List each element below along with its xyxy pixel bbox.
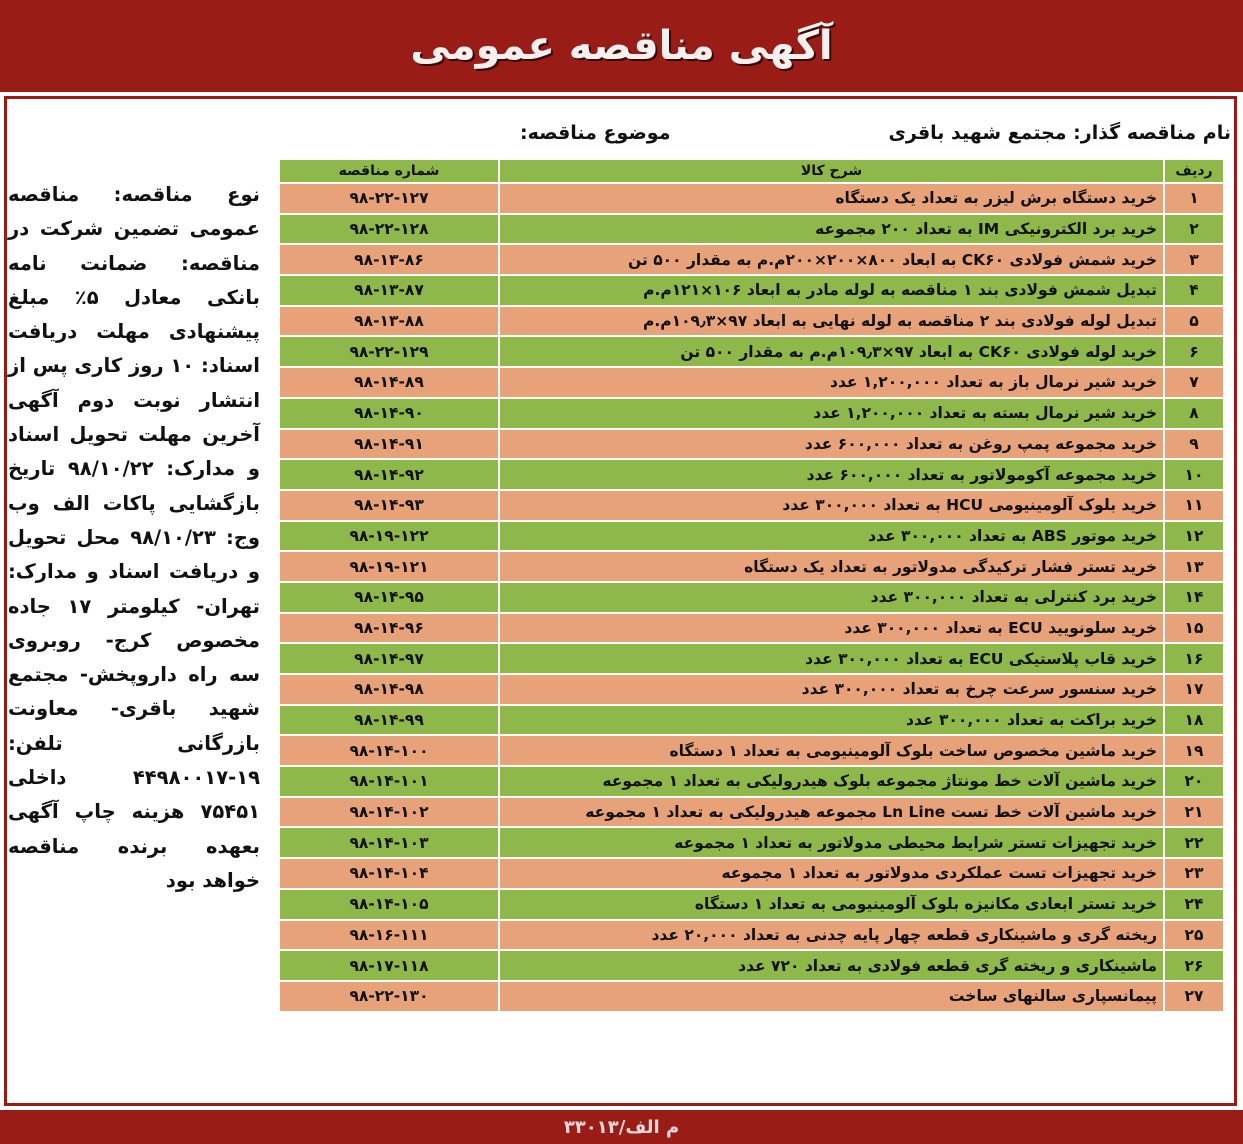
row-description: خرید موتور ABS به تعداد ۳۰۰,۰۰۰ عدد (499, 521, 1164, 552)
table-row (279, 275, 1224, 306)
table-row (279, 827, 1224, 858)
tender-subject-label: موضوع مناقصه: (520, 122, 671, 144)
row-description: پیمانسپاری سالنهای ساخت (499, 981, 1164, 1012)
row-description: خرید مجموعه آکومولاتور به تعداد ۶۰۰,۰۰۰ عدد (499, 459, 1164, 490)
table-header-row (279, 159, 1224, 183)
header-tender-number: شماره مناقصه (279, 159, 499, 183)
row-number: ۱۳ (1164, 551, 1224, 582)
tender-details (8, 178, 260, 898)
table-row (279, 950, 1224, 981)
row-tender-number: ۹۸-۱۹-۱۲۱ (279, 551, 499, 582)
row-number: ۲۷ (1164, 981, 1224, 1012)
table-row (279, 920, 1224, 951)
cost-note: هزینه چاپ آگهی بعهده برنده مناقصه خواهد بود (8, 800, 260, 892)
row-description: تبدیل لوله فولادی بند ۲ مناقصه به لوله نهایی به ابعاد ۹۷×۱۰۹٫۳م.م (499, 306, 1164, 337)
table-row (279, 336, 1224, 367)
row-number: ۷ (1164, 367, 1224, 398)
row-tender-number: ۹۸-۱۹-۱۲۲ (279, 521, 499, 552)
row-tender-number: ۹۸-۱۳-۸۸ (279, 306, 499, 337)
tender-organizer: نام مناقصه گذار: مجتمع شهید باقری (888, 122, 1231, 144)
table-row (279, 889, 1224, 920)
notice-title: آگهی مناقصه عمومی (410, 23, 833, 69)
row-tender-number: ۹۸-۱۴-۱۰۴ (279, 858, 499, 889)
items-table (278, 158, 1225, 1013)
row-number: ۱۷ (1164, 674, 1224, 705)
row-tender-number: ۹۸-۲۲-۱۲۷ (279, 183, 499, 214)
header-radif: ردیف (1164, 159, 1224, 183)
row-number: ۱۱ (1164, 490, 1224, 521)
row-tender-number: ۹۸-۱۴-۹۱ (279, 429, 499, 460)
row-tender-number: ۹۸-۱۴-۹۲ (279, 459, 499, 490)
table-row (279, 797, 1224, 828)
phone-number: تلفن: ۱۹-۴۴۹۸۰۰۱۷ (8, 731, 260, 790)
row-description: خرید شیر نرمال باز به تعداد ۱,۲۰۰,۰۰۰ عدد (499, 367, 1164, 398)
table-row (279, 551, 1224, 582)
table-body (279, 183, 1224, 1012)
publication-code: م الف/۳۳۰۱۳ (563, 1116, 680, 1138)
row-number: ۲۳ (1164, 858, 1224, 889)
table-row (279, 582, 1224, 613)
row-number: ۲۱ (1164, 797, 1224, 828)
table-row (279, 735, 1224, 766)
row-number: ۱۰ (1164, 459, 1224, 490)
row-tender-number: ۹۸-۱۴-۱۰۲ (279, 797, 499, 828)
table-row (279, 490, 1224, 521)
row-number: ۴ (1164, 275, 1224, 306)
row-description: خرید برد الکترونیکی IM به تعداد ۲۰۰ مجموعه (499, 214, 1164, 245)
table-row (279, 613, 1224, 644)
table-row (279, 244, 1224, 275)
row-tender-number: ۹۸-۱۴-۹۵ (279, 582, 499, 613)
row-description: خرید برد کنترلی به تعداد ۳۰۰,۰۰۰ عدد (499, 582, 1164, 613)
row-number: ۲۵ (1164, 920, 1224, 951)
row-description: خرید مجموعه پمپ روغن به تعداد ۶۰۰,۰۰۰ عدد (499, 429, 1164, 460)
row-tender-number: ۹۸-۲۲-۱۲۹ (279, 336, 499, 367)
row-number: ۱۶ (1164, 643, 1224, 674)
row-number: ۱۲ (1164, 521, 1224, 552)
row-tender-number: ۹۸-۱۴-۱۰۵ (279, 889, 499, 920)
row-number: ۲۰ (1164, 766, 1224, 797)
row-tender-number: ۹۸-۱۴-۹۳ (279, 490, 499, 521)
row-number: ۲۴ (1164, 889, 1224, 920)
row-description: خرید شیر نرمال بسته به تعداد ۱,۲۰۰,۰۰۰ عدد (499, 398, 1164, 429)
row-tender-number: ۹۸-۱۴-۹۶ (279, 613, 499, 644)
table-row (279, 367, 1224, 398)
row-number: ۱۵ (1164, 613, 1224, 644)
table-row (279, 214, 1224, 245)
table-row (279, 429, 1224, 460)
row-tender-number: ۹۸-۱۷-۱۱۸ (279, 950, 499, 981)
row-tender-number: ۹۸-۱۶-۱۱۱ (279, 920, 499, 951)
table-row (279, 459, 1224, 490)
row-number: ۵ (1164, 306, 1224, 337)
row-number: ۳ (1164, 244, 1224, 275)
row-description: خرید ماشین آلات خط مونتاژ مجموعه بلوک هیدرولیکی به تعداد ۱ مجموعه (499, 766, 1164, 797)
table-row (279, 766, 1224, 797)
row-tender-number: ۹۸-۱۴-۸۹ (279, 367, 499, 398)
table-row (279, 858, 1224, 889)
row-tender-number: ۹۸-۲۲-۱۳۰ (279, 981, 499, 1012)
row-description: تبدیل شمش فولادی بند ۱ مناقصه به لوله مادر به ابعاد ۱۰۶×۱۲۱م.م (499, 275, 1164, 306)
row-tender-number: ۹۸-۱۳-۸۶ (279, 244, 499, 275)
title-banner (0, 0, 1243, 92)
table-row (279, 521, 1224, 552)
row-tender-number: ۹۸-۱۴-۹۸ (279, 674, 499, 705)
row-description: خرید بلوک آلومینیومی HCU به تعداد ۳۰۰,۰۰۰ عدد (499, 490, 1164, 521)
row-description: خرید براکت به تعداد ۳۰۰,۰۰۰ عدد (499, 705, 1164, 736)
table-row (279, 398, 1224, 429)
row-description: خرید تستر ابعادی مکانیزه بلوک آلومینیومی به تعداد ۱ دستگاه (499, 889, 1164, 920)
row-tender-number: ۹۸-۱۴-۹۷ (279, 643, 499, 674)
document-deadline: مهلت دریافت اسناد: ۱۰ روز کاری پس از انتشار نوبت دوم آگهی (8, 320, 260, 412)
row-tender-number: ۹۸-۲۲-۱۲۸ (279, 214, 499, 245)
row-number: ۱ (1164, 183, 1224, 214)
row-tender-number: ۹۸-۱۴-۱۰۳ (279, 827, 499, 858)
footer-bar (0, 1110, 1243, 1144)
table-row (279, 981, 1224, 1012)
table-row (279, 674, 1224, 705)
row-number: ۸ (1164, 398, 1224, 429)
row-description: خرید سلونویید ECU به تعداد ۳۰۰,۰۰۰ عدد (499, 613, 1164, 644)
row-description: خرید تجهیزات تستر شرایط محیطی مدولاتور به تعداد ۱ مجموعه (499, 827, 1164, 858)
row-description: خرید قاب پلاستیکی ECU به تعداد ۳۰۰,۰۰۰ عدد (499, 643, 1164, 674)
row-number: ۱۴ (1164, 582, 1224, 613)
opening-date: تاریخ بازگشایی پاکات الف وب وج: ۹۸/۱۰/۲۳ (8, 457, 260, 549)
row-tender-number: ۹۸-۱۴-۱۰۰ (279, 735, 499, 766)
row-number: ۱۹ (1164, 735, 1224, 766)
row-description: خرید شمش فولادی CK۶۰ به ابعاد ۸۰۰×۲۰۰×۲۰۰م.م به مقدار ۵۰۰ تن (499, 244, 1164, 275)
row-tender-number: ۹۸-۱۴-۱۰۱ (279, 766, 499, 797)
row-tender-number: ۹۸-۱۴-۹۰ (279, 398, 499, 429)
row-description: خرید تجهیزات تست عملکردی مدولاتور به تعداد ۱ مجموعه (499, 858, 1164, 889)
phone-extension: داخلی ۷۵۴۵۱ (8, 766, 260, 824)
row-description: ماشینکاری و ریخته گری قطعه فولادی به تعداد ۷۲۰ عدد (499, 950, 1164, 981)
row-description: ریخته گری و ماشینکاری قطعه چهار پایه چدنی به تعداد ۲۰,۰۰۰ عدد (499, 920, 1164, 951)
table-row (279, 183, 1224, 214)
row-number: ۱۸ (1164, 705, 1224, 736)
row-description: خرید ماشین مخصوص ساخت بلوک آلومینیومی به تعداد ۱ دستگاه (499, 735, 1164, 766)
header-description: شرح کالا (499, 159, 1164, 183)
row-number: ۹ (1164, 429, 1224, 460)
row-description: خرید سنسور سرعت چرخ به تعداد ۳۰۰,۰۰۰ عدد (499, 674, 1164, 705)
row-number: ۲۶ (1164, 950, 1224, 981)
table-row (279, 705, 1224, 736)
row-number: ۶ (1164, 336, 1224, 367)
row-description: خرید دستگاه برش لیزر به تعداد یک دستگاه (499, 183, 1164, 214)
row-tender-number: ۹۸-۱۳-۸۷ (279, 275, 499, 306)
row-description: خرید ماشین آلات خط تست Ln Line مجموعه هیدرولیکی به تعداد ۱ مجموعه (499, 797, 1164, 828)
participation-guarantee: تضمین شرکت در مناقصه: ضمانت نامه بانکی معادل ۵٪ مبلغ پیشنهادی (8, 217, 260, 344)
table-row (279, 643, 1224, 674)
row-description: خرید لوله فولادی CK۶۰ به ابعاد ۹۷×۱۰۹٫۳م.م به مقدار ۵۰۰ تن (499, 336, 1164, 367)
row-description: خرید تستر فشار ترکیدگی مدولاتور به تعداد یک دستگاه (499, 551, 1164, 582)
delivery-location: محل تحویل و دریافت اسناد و مدارک: تهران- کیلومتر ۱۷ جاده مخصوص کرج- روبروی سه راه داروپخش- مجتمع شهید باقری- معاونت بازرگانی (8, 525, 260, 755)
row-number: ۲ (1164, 214, 1224, 245)
table-row (279, 306, 1224, 337)
tender-type: نوع مناقصه: مناقصه عمومی (8, 183, 261, 241)
delivery-deadline: آخرین مهلت تحویل اسناد و مدارک: ۹۸/۱۰/۲۲ (8, 423, 260, 481)
row-tender-number: ۹۸-۱۴-۹۹ (279, 705, 499, 736)
row-number: ۲۲ (1164, 827, 1224, 858)
header-line (520, 120, 1231, 146)
